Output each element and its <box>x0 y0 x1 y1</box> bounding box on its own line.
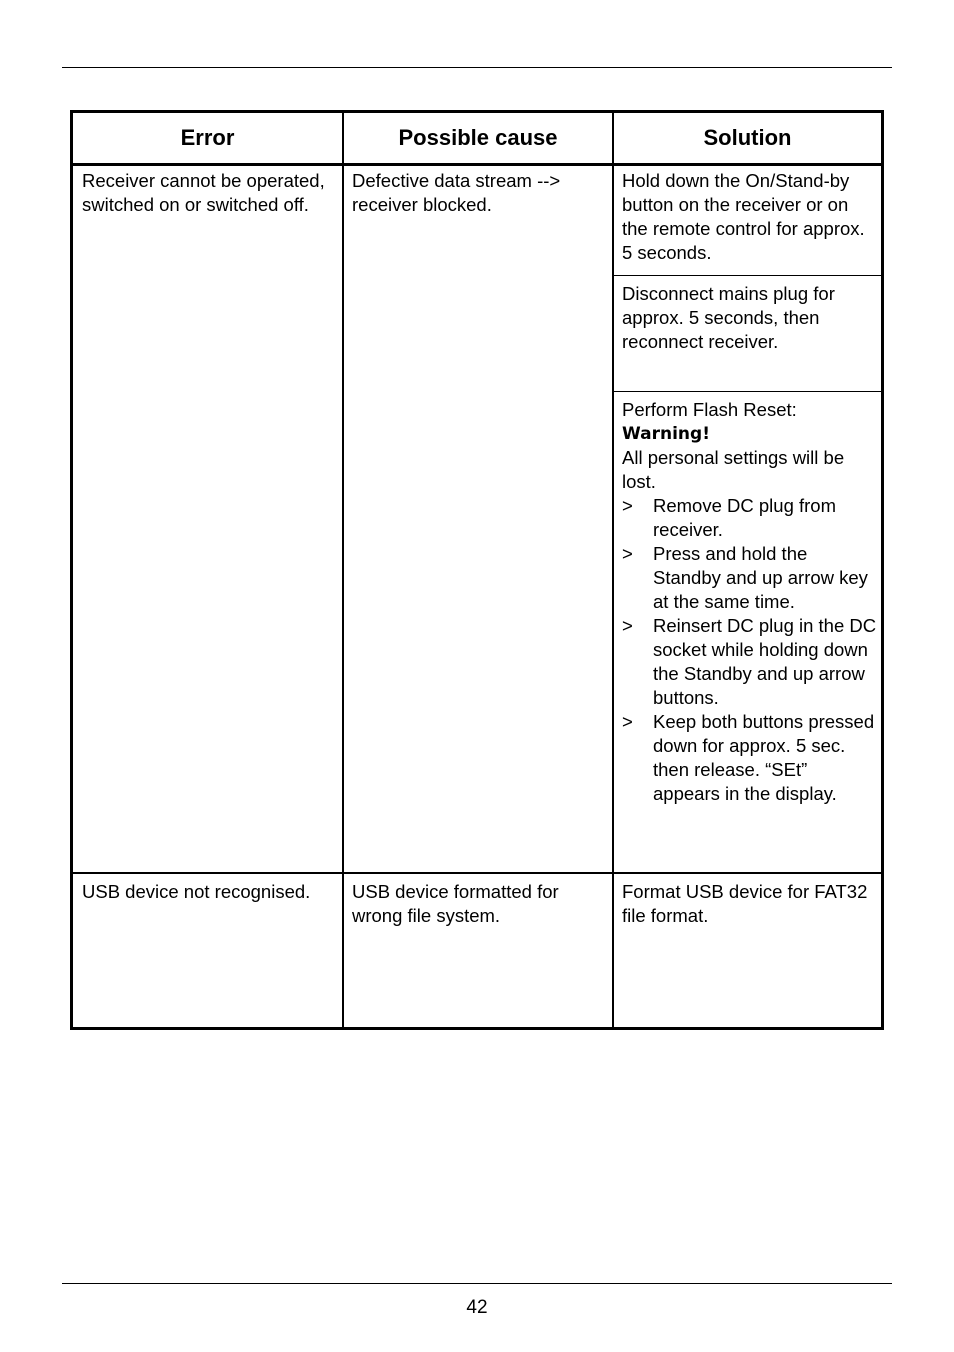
list-item <box>622 710 878 806</box>
warning-label: Warning! <box>622 424 710 444</box>
list-item <box>622 494 878 542</box>
header-possible-cause: Possible cause <box>398 125 558 150</box>
row1-solution-hold-button: Hold down the On/Stand-by button on the receiver or on the remote control for approx. 5 seconds. <box>622 170 865 263</box>
column-divider <box>612 113 614 1027</box>
table-header-row <box>73 113 881 166</box>
header-solution: Solution <box>703 125 792 150</box>
row1-cause-cell: Defective data stream --> receiver blocked. <box>352 170 561 215</box>
step-marker: > <box>622 711 633 732</box>
row2-solution-cell: Format USB device for FAT32 file format. <box>622 881 868 926</box>
row1-error-cell: Receiver cannot be operated, switched on or switched off. <box>82 170 325 215</box>
step-text: Reinsert DC plug in the DC socket while holding down the Standby and up arrow buttons. <box>653 615 877 708</box>
warning-text: All personal settings will be lost. <box>622 447 845 492</box>
flash-reset-steps <box>622 494 878 806</box>
row-divider <box>73 872 881 874</box>
step-marker: > <box>622 543 633 564</box>
troubleshooting-table <box>70 110 884 1030</box>
row2-cause-cell: USB device formatted for wrong file system. <box>352 881 559 926</box>
header-rule <box>62 67 892 68</box>
step-marker: > <box>622 615 633 636</box>
row2-error-cell: USB device not recognised. <box>82 881 311 902</box>
step-text: Remove DC plug from receiver. <box>653 495 837 540</box>
list-item <box>622 614 878 710</box>
solution-divider <box>614 275 881 276</box>
header-error: Error <box>180 125 235 150</box>
row1-solution-flash-reset <box>622 398 878 806</box>
solution-divider <box>614 391 881 392</box>
page-number: 42 <box>466 1297 488 1318</box>
step-marker: > <box>622 495 633 516</box>
row1-solution-disconnect: Disconnect mains plug for approx. 5 seconds, then reconnect receiver. <box>622 283 835 352</box>
step-text: Keep both buttons pressed down for approx. 5 sec. then release. “SEt” appears in the display. <box>653 711 875 804</box>
column-divider <box>342 113 344 1027</box>
footer-rule <box>62 1283 892 1284</box>
flash-reset-intro: Perform Flash Reset: <box>622 399 797 420</box>
step-text: Press and hold the Standby and up arrow key at the same time. <box>653 543 868 612</box>
list-item <box>622 542 878 614</box>
